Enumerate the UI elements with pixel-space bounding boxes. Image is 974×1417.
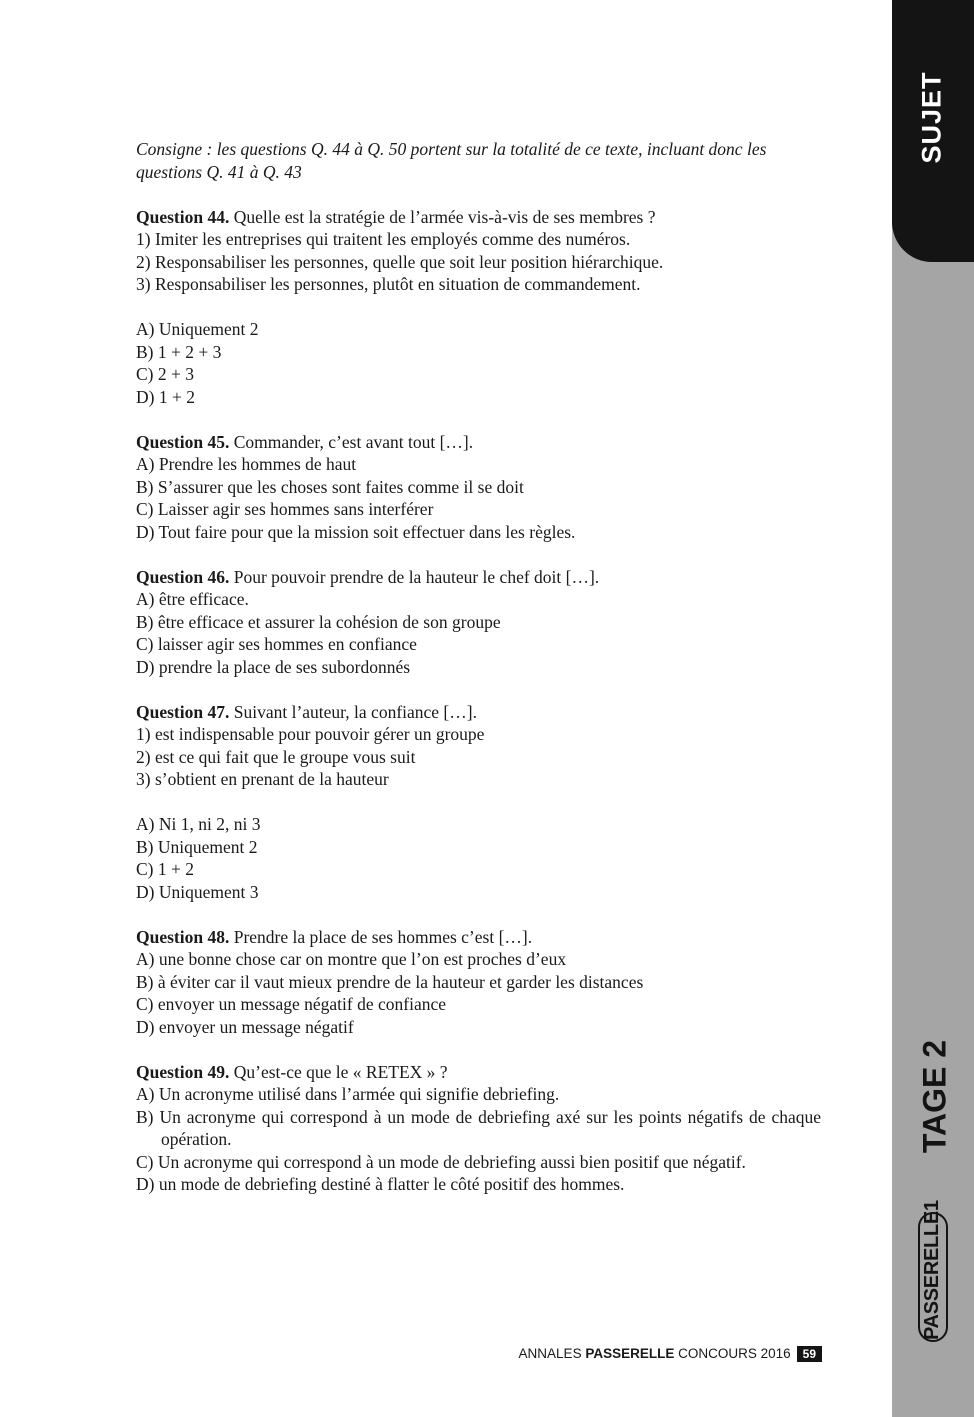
answer-option: A) Un acronyme utilisé dans l’armée qui signifie debriefing. [136, 1084, 560, 1104]
question-47 [136, 701, 821, 791]
page-footer [480, 1346, 822, 1362]
answer-option: D) Uniquement 3 [136, 881, 259, 902]
answer-option: C) envoyer un message négatif de confiance [136, 994, 447, 1014]
answer-option: C) Un acronyme qui correspond à un mode de debriefing aussi bien positif que négatif. [136, 1151, 746, 1172]
answer-option: B) 1 + 2 + 3 [136, 341, 222, 362]
exam-label: TAGE 2 [916, 1039, 953, 1154]
question-47-options [136, 813, 821, 903]
answer-option: D) prendre la place de ses subordonnés [136, 656, 411, 677]
question-text: Prendre la place de ses hommes c’est […]. [229, 926, 533, 947]
question-label: Question 48. [136, 926, 230, 947]
question-text: Commander, c’est avant tout […]. [229, 431, 474, 452]
section-label: SUJET [916, 71, 947, 164]
answer-option: B) à éviter car il vaut mieux prendre de la hauteur et garder les distances [136, 971, 644, 992]
answer-option: B) Uniquement 2 [136, 836, 258, 857]
question-label: Question 46. [136, 566, 230, 587]
answer-option: D) Tout faire pour que la mission soit effectuer dans les règles. [136, 521, 576, 542]
statement: 1) est indispensable pour pouvoir gérer un groupe [136, 724, 485, 744]
statement: 2) est ce qui fait que le groupe vous suit [136, 746, 416, 767]
answer-option: A) Uniquement 2 [136, 319, 259, 339]
answer-option: B) S’assurer que les choses sont faites comme il se doit [136, 476, 524, 497]
question-label: Question 44. [136, 206, 230, 227]
statement: 3) Responsabiliser les personnes, plutôt en situation de commandement. [136, 274, 641, 294]
question-label: Question 49. [136, 1061, 230, 1082]
question-49 [136, 1061, 821, 1196]
question-label: Question 47. [136, 701, 230, 722]
statement: 2) Responsabiliser les personnes, quelle que soit leur position hiérarchique. [136, 251, 664, 272]
instruction: Consigne : les questions Q. 44 à Q. 50 portent sur la totalité de ce texte, incluant donc les questions Q. 41 à Q. 43 [136, 139, 767, 182]
footer-prefix: ANNALES [518, 1346, 586, 1361]
statement: 3) s’obtient en prenant de la hauteur [136, 769, 389, 789]
question-44-options [136, 318, 821, 408]
answer-option: B) Un acronyme qui correspond à un mode de debriefing axé sur les points négatifs de chaque opération. [136, 1106, 821, 1149]
passerelle-logo: PASSERELLE1 [918, 1212, 948, 1342]
answer-option: D) envoyer un message négatif [136, 1016, 354, 1037]
answer-option: A) Prendre les hommes de haut [136, 454, 357, 474]
question-48 [136, 926, 821, 1039]
answer-option: C) 2 + 3 [136, 364, 194, 384]
footer-suffix: CONCOURS 2016 [674, 1346, 791, 1361]
statement: 1) Imiter les entreprises qui traitent les employés comme des numéros. [136, 229, 631, 249]
answer-option: C) laisser agir ses hommes en confiance [136, 634, 417, 654]
answer-option: C) Laisser agir ses hommes sans interférer [136, 499, 434, 519]
question-46 [136, 566, 821, 679]
answer-option: D) 1 + 2 [136, 386, 195, 407]
answer-option: A) être efficace. [136, 589, 249, 609]
question-45 [136, 431, 821, 544]
questions-content [136, 138, 821, 1196]
answer-option: D) un mode de debriefing destiné à flatter le côté positif des hommes. [136, 1174, 625, 1194]
footer-brand: PASSERELLE [585, 1346, 675, 1361]
answer-option: C) 1 + 2 [136, 859, 194, 879]
question-text: Suivant l’auteur, la confiance […]. [229, 701, 477, 722]
answer-option: A) une bonne chose car on montre que l’on est proches d’eux [136, 949, 567, 969]
page-number: 59 [797, 1346, 822, 1362]
question-label: Question 45. [136, 431, 230, 452]
question-text: Pour pouvoir prendre de la hauteur le chef doit […]. [229, 566, 600, 587]
question-text: Qu’est-ce que le « RETEX » ? [229, 1061, 448, 1082]
question-text: Quelle est la stratégie de l’armée vis-à-vis de ses membres ? [229, 206, 656, 227]
answer-option: B) être efficace et assurer la cohésion de son groupe [136, 611, 501, 632]
question-44 [136, 206, 821, 296]
answer-option: A) Ni 1, ni 2, ni 3 [136, 814, 261, 834]
